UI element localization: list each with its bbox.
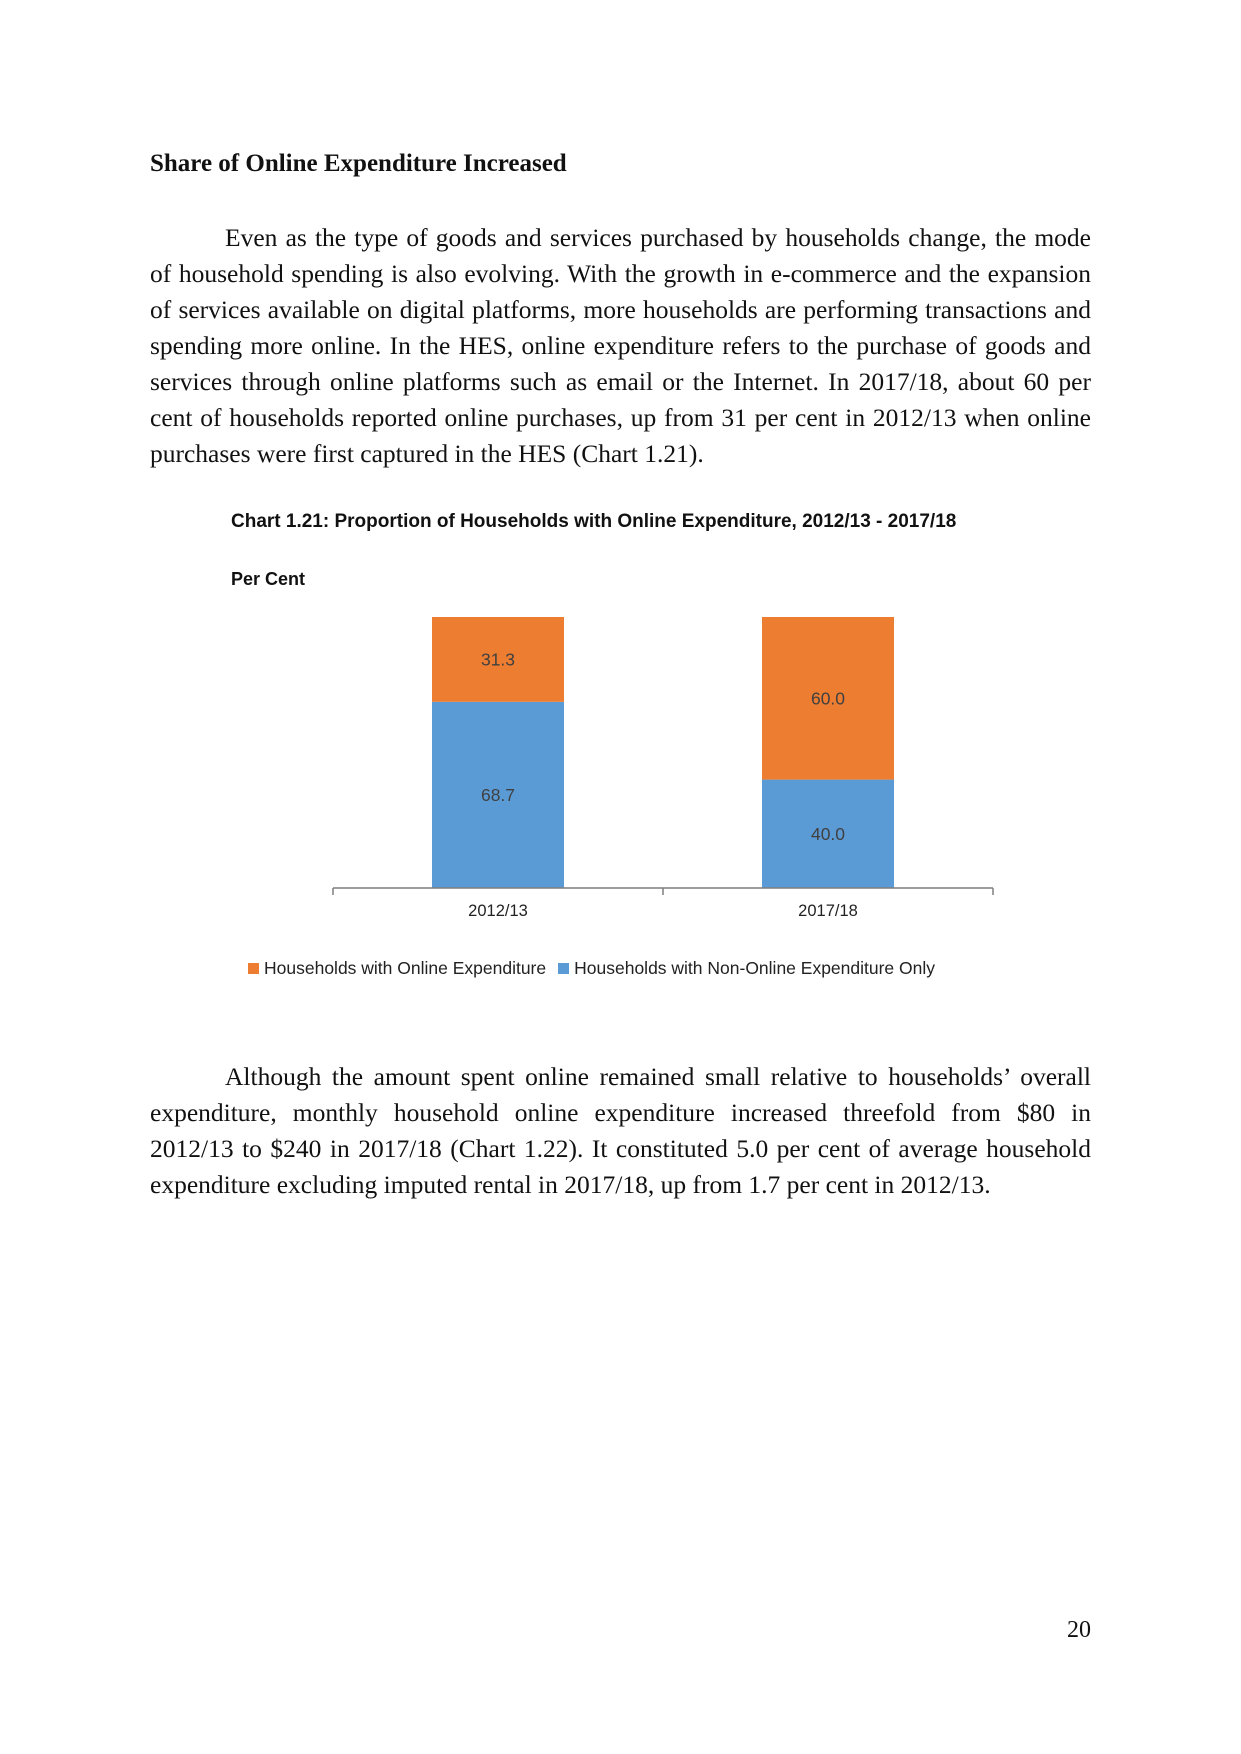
- data-label-non-online-2017-18: 40.0: [810, 823, 846, 844]
- legend-item-online: [248, 958, 546, 979]
- x-tick-label-2012-13: 2012/13: [468, 902, 528, 920]
- section-heading: Share of Online Expenditure Increased: [150, 150, 567, 177]
- x-tick-label-2017-18: 2017/18: [798, 902, 858, 920]
- legend-swatch: [248, 963, 259, 974]
- legend-label: Households with Non-Online Expenditure Only: [574, 958, 936, 978]
- chart-legend: [248, 958, 947, 979]
- legend-item-non-online: [558, 958, 935, 979]
- data-label-online-2012-13: 31.3: [480, 649, 516, 670]
- data-label-online-2017-18: 60.0: [810, 688, 846, 709]
- legend-swatch: [558, 963, 569, 974]
- data-label-non-online-2012-13: 68.7: [480, 784, 516, 805]
- legend-label: Households with Online Expenditure: [264, 958, 547, 978]
- page-number: 20: [1067, 1617, 1091, 1643]
- chart-title: Chart 1.21: Proportion of Households with Online Expenditure, 2012/13 - 2017/18: [231, 511, 957, 532]
- chart-y-unit-label: Per Cent: [231, 569, 306, 589]
- body-paragraph-2: Although the amount spent online remained small relative to households’ overall expenditure, monthly household online expenditure increased threefold from $80 in 2012/13 to $240 in 2017/18 (Chart 1.22). It constituted 5.0 per cent of average household expenditure excluding imputed rental in 2017/18, up from 1.7 per cent in 2012/13.: [150, 1062, 1091, 1199]
- body-paragraph-1: Even as the type of goods and services purchased by households change, the mode of household spending is also evolving. With the growth in e-commerce and the expansion of services available on digital platforms, more households are performing transactions and spending more online. In the HES, online expenditure refers to the purchase of goods and services through online platforms such as email or the Internet. In 2017/18, about 60 per cent of households reported online purchases, up from 31 per cent in 2012/13 when online purchases were first captured in the HES (Chart 1.21).: [150, 223, 1091, 468]
